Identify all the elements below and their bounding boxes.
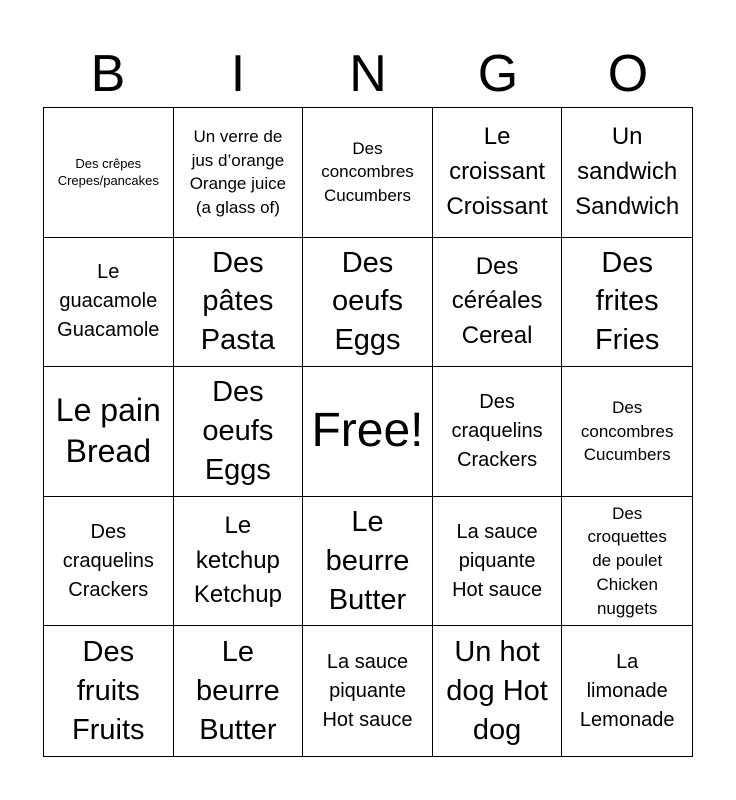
cell-text: La limonade Lemonade	[579, 650, 675, 731]
bingo-cell	[433, 238, 563, 368]
bingo-cell	[433, 108, 563, 238]
cell-text: Des croquettes de poulet Chicken nuggets	[587, 503, 667, 618]
cell-text: Un sandwich Sandwich	[575, 123, 680, 220]
cell-text: La sauce piquante Hot sauce	[452, 520, 543, 601]
bingo-cell	[44, 497, 174, 627]
bingo-cell	[44, 626, 174, 756]
cell-text: La sauce piquante Hot sauce	[322, 650, 413, 731]
cell-text: Le pain Bread	[55, 391, 161, 470]
cell-text: Des céréales Cereal	[451, 252, 543, 350]
bingo-cell	[44, 108, 174, 238]
bingo-cell	[303, 497, 433, 627]
header-letter-g: G	[477, 45, 519, 103]
bingo-cell	[562, 497, 692, 627]
free-space-text: Free!	[311, 404, 424, 458]
bingo-cell	[303, 108, 433, 238]
bingo-cell	[433, 626, 563, 756]
cell-text: Le beurre Butter	[195, 635, 280, 746]
cell-text: Des concombres Cucumbers	[321, 138, 414, 206]
bingo-cell	[433, 367, 563, 497]
cell-text: Un hot dog Hot dog	[446, 635, 548, 746]
bingo-header	[43, 40, 693, 108]
bingo-cell	[44, 367, 174, 497]
cell-text: Des frites Fries	[594, 246, 660, 357]
cell-text: Des pâtes Pasta	[200, 246, 275, 357]
bingo-cell	[44, 238, 174, 368]
cell-text: Le guacamole Guacamole	[57, 261, 160, 342]
bingo-card	[43, 107, 693, 757]
bingo-cell	[174, 626, 304, 756]
header-letter-n: N	[349, 45, 387, 103]
header-letter-i: I	[230, 45, 246, 103]
cell-text: Des craquelins Crackers	[62, 520, 154, 601]
cell-text: Le ketchup Ketchup	[193, 511, 282, 609]
cell-text: Des oeufs Eggs	[332, 246, 403, 357]
free-space-cell	[303, 367, 433, 497]
bingo-cell	[174, 367, 304, 497]
cell-text: Des crêpes Crepes/pancakes	[57, 155, 159, 189]
bingo-cell	[303, 238, 433, 368]
cell-text: Des fruits Fruits	[72, 635, 145, 746]
bingo-cell	[174, 108, 304, 238]
cell-text: Des oeufs Eggs	[202, 376, 274, 486]
bingo-cell	[562, 626, 692, 756]
header-letter-o: O	[607, 45, 649, 103]
cell-text: Des concombres Cucumbers	[580, 397, 674, 465]
bingo-cell	[562, 367, 692, 497]
bingo-cell	[562, 238, 692, 368]
cell-text: Le croissant Croissant	[446, 123, 548, 220]
bingo-cell	[433, 497, 563, 627]
header-letter-b: B	[90, 45, 126, 103]
bingo-cell	[303, 626, 433, 756]
cell-text: Le beurre Butter	[325, 505, 410, 616]
bingo-cell	[562, 108, 692, 238]
cell-text: Un verre de jus d’orange Orange juice (a glass of)	[189, 126, 287, 218]
bingo-cell	[174, 238, 304, 368]
cell-text: Des craquelins Crackers	[451, 390, 543, 471]
bingo-cell	[174, 497, 304, 627]
